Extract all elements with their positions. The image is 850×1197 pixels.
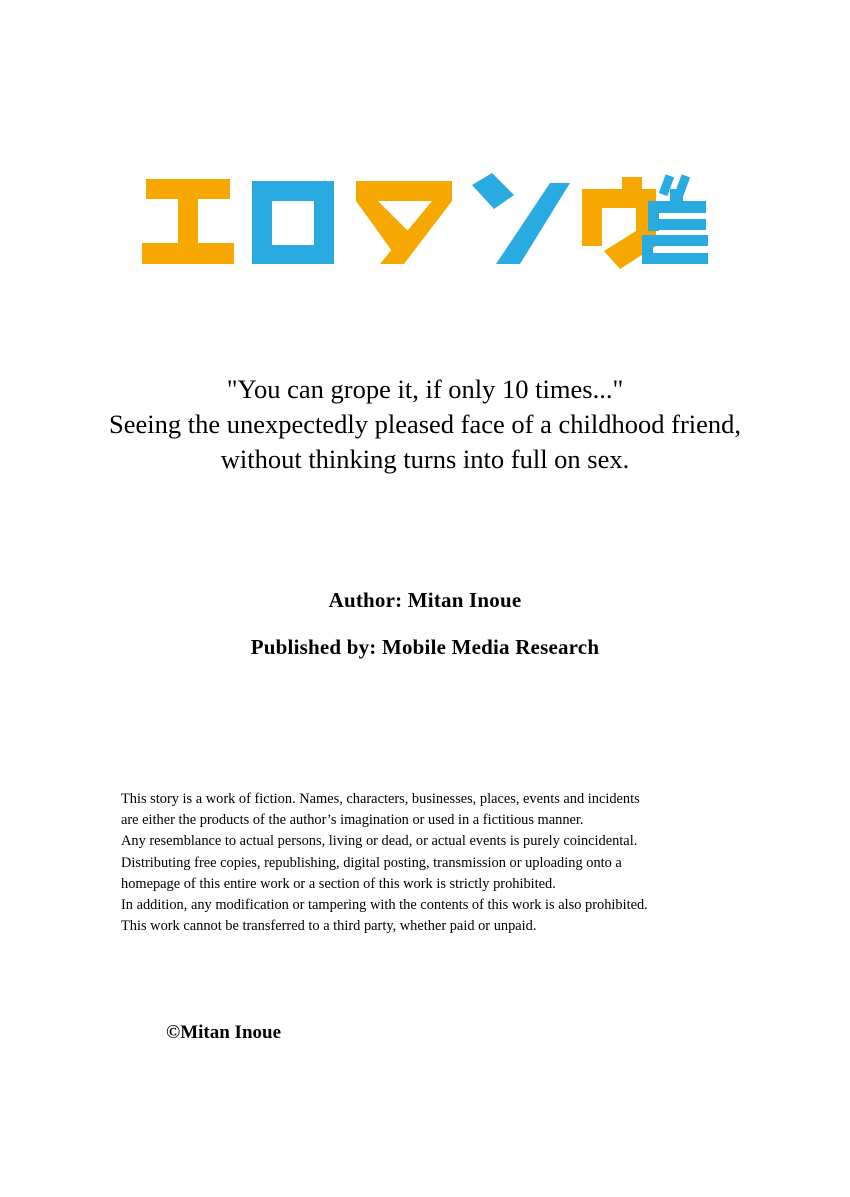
disclaimer-line-1: This story is a work of fiction. Names, characters, businesses, places, events and incidents xyxy=(121,791,640,807)
title-line-3: without thinking turns into full on sex. xyxy=(220,443,630,474)
disclaimer-line-7: This work cannot be transferred to a third party, whether paid or unpaid. xyxy=(121,918,537,935)
disclaimer-block xyxy=(121,789,741,937)
logo xyxy=(0,168,850,278)
copyright-notice: ©Mitan Inoue xyxy=(166,1022,282,1043)
disclaimer-line-6: In addition, any modification or tampering with the contents of this work is also prohibited. xyxy=(121,896,648,913)
author-line: Author: Mitan Inoue xyxy=(328,588,522,612)
eromanga-shima-logo-icon xyxy=(142,171,708,275)
title-line-1: "You can grope it, if only 10 times..." xyxy=(226,374,624,404)
credits-block xyxy=(0,588,850,660)
title-block xyxy=(0,372,850,477)
disclaimer-line-2: are either the products of the author’s imagination or used in a fictitious manner. xyxy=(121,812,584,829)
disclaimer-line-5: homepage of this entire work or a section of this work is strictly prohibited. xyxy=(121,875,556,892)
disclaimer-line-4: Distributing free copies, republishing, digital posting, transmission or uploading onto a xyxy=(121,854,622,871)
title-line-2: Seeing the unexpectedly pleased face of a childhood friend, xyxy=(108,408,742,439)
publisher-line: Published by: Mobile Media Research xyxy=(250,635,600,659)
disclaimer-line-3: Any resemblance to actual persons, living or dead, or actual events is purely coincidental. xyxy=(121,833,638,850)
